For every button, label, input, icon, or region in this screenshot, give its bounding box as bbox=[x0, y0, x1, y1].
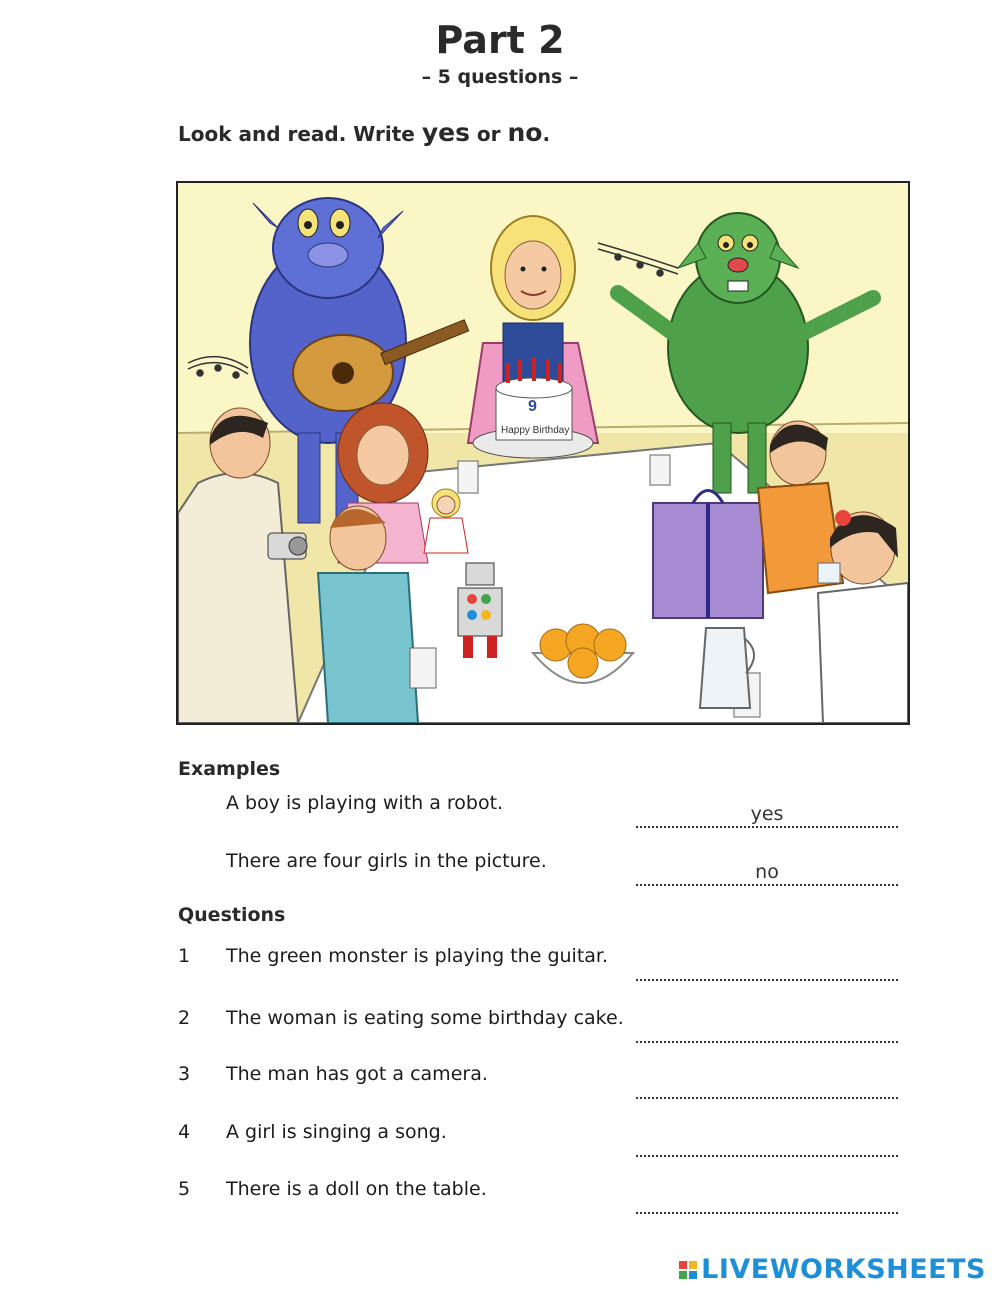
answer-field-3[interactable] bbox=[636, 1075, 898, 1099]
brand-text: LIVEWORKSHEETS bbox=[701, 1254, 986, 1285]
question-row bbox=[178, 945, 900, 985]
answer-field-4[interactable] bbox=[636, 1133, 898, 1157]
question-number: 2 bbox=[178, 1007, 191, 1029]
party-illustration bbox=[176, 181, 910, 725]
question-row bbox=[178, 1178, 900, 1218]
question-text: The man has got a camera. bbox=[226, 1063, 488, 1085]
questions-heading: Questions bbox=[178, 904, 286, 926]
question-number: 3 bbox=[178, 1063, 191, 1085]
jug bbox=[700, 628, 754, 708]
brand-square bbox=[689, 1261, 697, 1269]
brand-grid-icon bbox=[679, 1261, 697, 1279]
question-text: A girl is singing a song. bbox=[226, 1121, 447, 1143]
answer-field-5[interactable] bbox=[636, 1190, 898, 1214]
answer-field-1[interactable] bbox=[636, 957, 898, 981]
present-box bbox=[653, 491, 763, 619]
example-text: A boy is playing with a robot. bbox=[226, 792, 504, 814]
example-row bbox=[178, 850, 900, 890]
cake-text: Happy Birthday bbox=[501, 425, 570, 436]
brand-square bbox=[679, 1261, 687, 1269]
examples-heading: Examples bbox=[178, 758, 281, 780]
cake-number: 9 bbox=[528, 398, 537, 415]
example-answer: no bbox=[636, 862, 898, 886]
question-text: The green monster is playing the guitar. bbox=[226, 945, 609, 967]
example-answer: yes bbox=[636, 804, 898, 828]
question-row bbox=[178, 1007, 900, 1047]
question-number: 4 bbox=[178, 1121, 191, 1143]
instruction-prefix: Look and read. Write bbox=[178, 122, 422, 146]
girl-drinking bbox=[818, 510, 908, 723]
question-text: The woman is eating some birthday cake. bbox=[226, 1007, 624, 1029]
example-text: There are four girls in the picture. bbox=[226, 850, 547, 872]
example-row bbox=[178, 792, 900, 832]
question-number: 1 bbox=[178, 945, 191, 967]
question-text: There is a doll on the table. bbox=[226, 1178, 487, 1200]
instruction-no: no bbox=[507, 118, 543, 147]
question-row bbox=[178, 1063, 900, 1103]
page-subtitle: – 5 questions – bbox=[421, 66, 579, 88]
page-title: Part 2 bbox=[435, 18, 565, 62]
instruction-suffix: . bbox=[542, 122, 551, 146]
instructions bbox=[178, 118, 550, 147]
brand-square bbox=[679, 1271, 687, 1279]
question-number: 5 bbox=[178, 1178, 191, 1200]
answer-field-2[interactable] bbox=[636, 1019, 898, 1043]
instruction-yes: yes bbox=[421, 118, 470, 147]
instruction-middle: or bbox=[469, 122, 508, 146]
brand-square bbox=[689, 1271, 697, 1279]
liveworksheets-logo bbox=[679, 1254, 986, 1285]
question-row bbox=[178, 1121, 900, 1161]
